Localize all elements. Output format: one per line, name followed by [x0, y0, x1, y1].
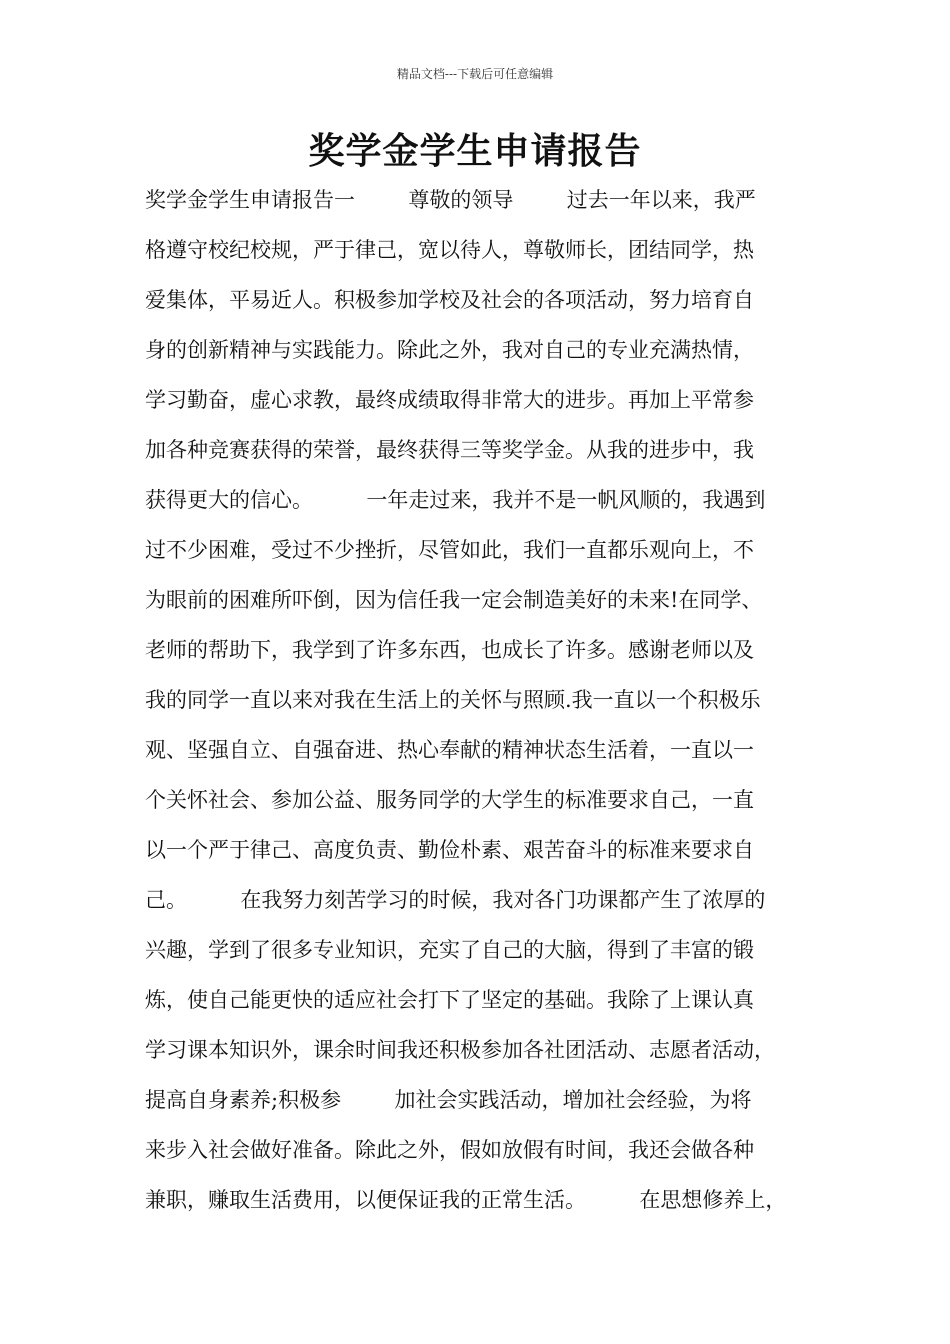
body-line: 个关怀社会、参加公益、服务同学的大学生的标准要求自己，一直 [145, 788, 754, 812]
body-line: 兴趣，学到了很多专业知识，充实了自己的大脑，得到了丰富的锻 [145, 938, 754, 962]
body-line: 学习勤奋，虚心求教，最终成绩取得非常大的进步。再加上平常参 [145, 388, 754, 412]
body-line: 提高自身素养;积极参 加社会实践活动，增加社会经验，为将 [145, 1088, 752, 1112]
body-line: 奖学金学生申请报告一 尊敬的领导 过去一年以来，我严 [145, 188, 756, 212]
body-line: 格遵守校纪校规，严于律己，宽以待人，尊敬师长，团结同学，热 [145, 238, 754, 262]
body-line: 学习课本知识外，课余时间我还积极参加各社团活动、志愿者活动， [145, 1038, 775, 1062]
document-title: 奖学金学生申请报告 [308, 131, 642, 172]
body-line: 兼职，赚取生活费用，以便保证我的正常生活。 在思想修养上， [145, 1188, 787, 1212]
body-line: 加各种竞赛获得的荣誉，最终获得三等奖学金。从我的进步中，我 [145, 438, 754, 462]
body-line: 身的创新精神与实践能力。除此之外，我对自己的专业充满热情， [145, 338, 754, 362]
body-line: 炼，使自己能更快的适应社会打下了坚定的基础。我除了上课认真 [145, 988, 754, 1012]
body-line: 获得更大的信心。 一年走过来，我并不是一帆风顺的，我遇到 [145, 488, 766, 512]
body-line: 来步入社会做好准备。除此之外，假如放假有时间，我还会做各种 [145, 1138, 754, 1162]
body-line: 以一个严于律己、高度负责、勤俭朴素、艰苦奋斗的标准来要求自 [145, 838, 754, 862]
body-line: 观、坚强自立、自强奋进、热心奉献的精神状态生活着，一直以一 [145, 738, 754, 762]
body-line: 我的同学一直以来对我在生活上的关怀与照顾.我一直以一个积极乐 [145, 688, 761, 712]
body-line: 老师的帮助下，我学到了许多东西，也成长了许多。感谢老师以及 [145, 638, 754, 662]
body-line: 爱集体，平易近人。积极参加学校及社会的各项活动，努力培育自 [145, 288, 754, 312]
body-line: 为眼前的困难所吓倒，因为信任我一定会制造美好的未来!在同学、 [145, 588, 763, 612]
body-line: 过不少困难，受过不少挫折，尽管如此，我们一直都乐观向上，不 [145, 538, 754, 562]
body-line: 己。 在我努力刻苦学习的时候，我对各门功课都产生了浓厚的 [145, 888, 766, 912]
page-header: 精品文档---下载后可任意编辑 [396, 67, 554, 81]
document-body [145, 178, 825, 1228]
